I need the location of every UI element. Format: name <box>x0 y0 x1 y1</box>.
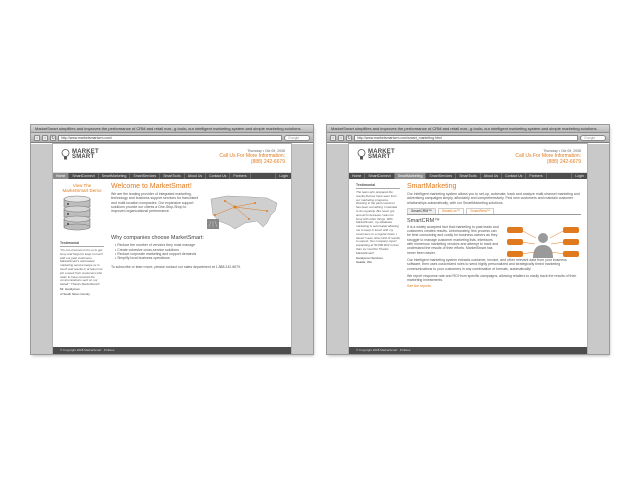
crm-paragraph: It is a widely accepted fact that marketing to past leads and customers creates results. Unfortunately, this process can be time consuming and costly for business owners as they struggle to manage customer marketing lists, interfaces with numerous marketing vendors and attempt to track and understand the results of their efforts. MarketSmart has never been easier. <box>407 224 499 255</box>
nav-smartmarketing[interactable]: SmartMarketing <box>99 173 131 179</box>
list-item: • Reduce corporate marketing and support demands <box>115 252 197 257</box>
logo[interactable] <box>357 149 395 161</box>
window-title-bar: MarketSmart simplifies and improves the performance of CRM and retail mar...g tools; our intelligent marketing system and simple marketing solutions. <box>31 125 313 133</box>
testimonial-text: The team who prepared the results that we have seen from our marketing programs. Working in the past customer has been something I intended to do regularly. But never got around to because I was too busy with other things. With MarketSmart, my database marketing is automated allowing me to keep in touch with my customers on a regular basis. I haven't seen other kind of results to expect. Our company report expanding at 50,000 ROI in less than six months! Thanks MarketSmart! <box>356 190 400 255</box>
why-heading: Why companies choose MarketSmart: <box>111 235 204 242</box>
marketing-diagram-image <box>505 222 581 268</box>
call-phone: (888) 242-6679 <box>250 158 285 165</box>
nav-login[interactable]: Login <box>275 173 291 179</box>
reload-button[interactable]: ↻ <box>51 134 55 140</box>
demo-link[interactable]: View The MarketSmart Demo <box>62 183 102 193</box>
browser-toolbar <box>327 133 609 143</box>
testimonial-heading: Testimonial <box>60 241 104 247</box>
testimonial-location: of South Sioux County <box>60 291 90 296</box>
window-title-bar: MarketSmart simplifies and improves the performance of CRM and retail mar...g tools; our intelligent marketing system and simple marketing solutions. <box>327 125 609 133</box>
nav-smarttools[interactable]: SmartTools <box>160 173 185 179</box>
system-paragraph: Our intelligent marketing system extracts customer, invoice, and other relevant data from your business software, then uses customized rules to send highly personalized and strategically timed marketing communications to your customers in any combination of formats, automatically! <box>407 257 567 271</box>
list-item: • Create cohesive cross-service solutions <box>115 247 179 252</box>
search-field[interactable]: Google <box>284 135 310 141</box>
list-item: • Simplify local business operations <box>115 256 170 261</box>
nav-home[interactable]: Home <box>349 173 365 179</box>
call-info <box>219 154 285 165</box>
lightbulb-icon <box>61 149 70 161</box>
search-field[interactable]: Google <box>580 135 606 141</box>
nav-login[interactable]: Login <box>571 173 587 179</box>
nav-smartconnect[interactable]: SmartConnect <box>365 173 394 179</box>
subscribe-text: To subscribe or learn more, please contact our sales department at 1.888.242.6679. <box>111 264 241 269</box>
site-footer: © Copyright 2008 MarketSmart · Policies <box>53 347 291 354</box>
main-nav <box>349 173 587 179</box>
database-stack-icon[interactable] <box>60 195 94 233</box>
testimonial-heading: Testimonial <box>356 183 400 189</box>
nav-contact-us[interactable]: Contact Us <box>502 173 526 179</box>
address-bar[interactable]: http://www.marketsmartcrm.com/ <box>58 135 282 141</box>
forward-button[interactable]: › <box>338 135 344 141</box>
main-column <box>111 183 283 269</box>
logo[interactable] <box>61 149 99 161</box>
browser-toolbar <box>31 133 313 143</box>
intro-text: Our intelligent marketing system allows you to set-up, automate, track and analyze multi-channel marketing and advertising campaigns simply, affordably and comprehensively. Find new customers and maintain customer relationships automatically, with our SmartMarketing solutions. <box>407 192 580 205</box>
page-content <box>349 180 587 347</box>
nav-smartservices[interactable]: SmartServices <box>130 173 160 179</box>
reports-link[interactable]: See the reports. <box>407 284 432 289</box>
site-header <box>53 144 291 173</box>
call-phone: (888) 242-6679 <box>546 158 581 165</box>
call-info <box>515 154 581 165</box>
tab-smartrest[interactable]: SmartRest™ <box>466 208 494 214</box>
back-button[interactable]: ‹ <box>330 135 336 141</box>
browser-window-left <box>31 125 313 354</box>
report-paragraph: We report response rate and ROI from specific campaigns, allowing retailers to easily track the results of their marketing investments. <box>407 273 577 283</box>
page-title: SmartMarketing <box>407 183 457 190</box>
sidebar <box>356 183 400 265</box>
nav-contact-us[interactable]: Contact Us <box>206 173 230 179</box>
product-tabs <box>407 208 581 215</box>
main-nav <box>53 173 291 179</box>
logo-line-1: MARKET <box>368 148 395 155</box>
page-title: Welcome to MarketSmart! <box>111 183 192 190</box>
logo-line-1: MARKET <box>72 148 99 155</box>
nav-about-us[interactable]: About Us <box>481 173 502 179</box>
usa-map-image <box>205 189 283 237</box>
browser-window-right <box>327 125 609 354</box>
call-line-1: Call Us For More Information: <box>515 153 581 159</box>
nav-smarttools[interactable]: SmartTools <box>456 173 481 179</box>
nav-home[interactable]: Home <box>53 173 69 179</box>
testimonial-author: Mr. Handyman <box>60 286 80 291</box>
testimonial-author: Handyman Services <box>356 255 383 260</box>
section-heading: SmartCRM™ <box>407 217 440 224</box>
main-column <box>407 183 581 288</box>
testimonial-location: Seattle, WA <box>356 260 372 265</box>
forward-button[interactable]: › <box>42 135 48 141</box>
benefits-list <box>111 243 283 260</box>
website-home <box>53 144 291 354</box>
nav-about-us[interactable]: About Us <box>185 173 206 179</box>
page-viewport <box>31 144 313 354</box>
sidebar <box>60 183 104 297</box>
nav-smartconnect[interactable]: SmartConnect <box>69 173 98 179</box>
logo-line-2: SMART <box>368 154 391 160</box>
address-bar[interactable]: http://www.marketsmartcrm.com/smart_marketing.html <box>354 135 578 141</box>
tab-smartcrm[interactable]: SmartCRM™ <box>407 208 436 214</box>
call-line-1: Call Us For More Information: <box>219 153 285 159</box>
back-button[interactable]: ‹ <box>34 135 40 141</box>
nav-smartmarketing[interactable]: SmartMarketing <box>395 173 427 179</box>
nav-partners[interactable]: Partners <box>230 173 250 179</box>
nav-partners[interactable]: Partners <box>526 173 546 179</box>
date-text: Thursday • Oct 09, 2008 <box>543 149 581 153</box>
intro-text: We are the leading provider of integrated marketing, technology and business support services for franchised and multi-location companies. Our expansive support solutions provide our clients a One-Stop-Shop to improved organizational performance. <box>111 192 199 214</box>
page-viewport <box>327 144 609 354</box>
site-footer: © Copyright 2008 MarketSmart · Policies <box>349 347 587 354</box>
reload-button[interactable]: ↻ <box>347 134 351 140</box>
website-smartmarketing <box>349 144 587 354</box>
tab-smartloc[interactable]: SmartLoc™ <box>438 208 464 214</box>
lightbulb-icon <box>357 149 366 161</box>
testimonial-text: "It's not uncommon for us to get busy and forget to keep in touch with our past customers. MarketSmart's automated marketing service keeps us in touch and results in at least one job a week from customers who claim to have received the communications sent on our behalf." Thanks MarketSmart! <box>60 248 103 287</box>
nav-smartservices[interactable]: SmartServices <box>426 173 456 179</box>
logo-line-2: SMART <box>72 154 95 160</box>
site-header <box>349 144 587 173</box>
list-item: • Reduce the number of vendors they must manage <box>115 243 196 248</box>
page-content <box>53 180 291 347</box>
date-text: Thursday • Oct 09, 2008 <box>247 149 285 153</box>
